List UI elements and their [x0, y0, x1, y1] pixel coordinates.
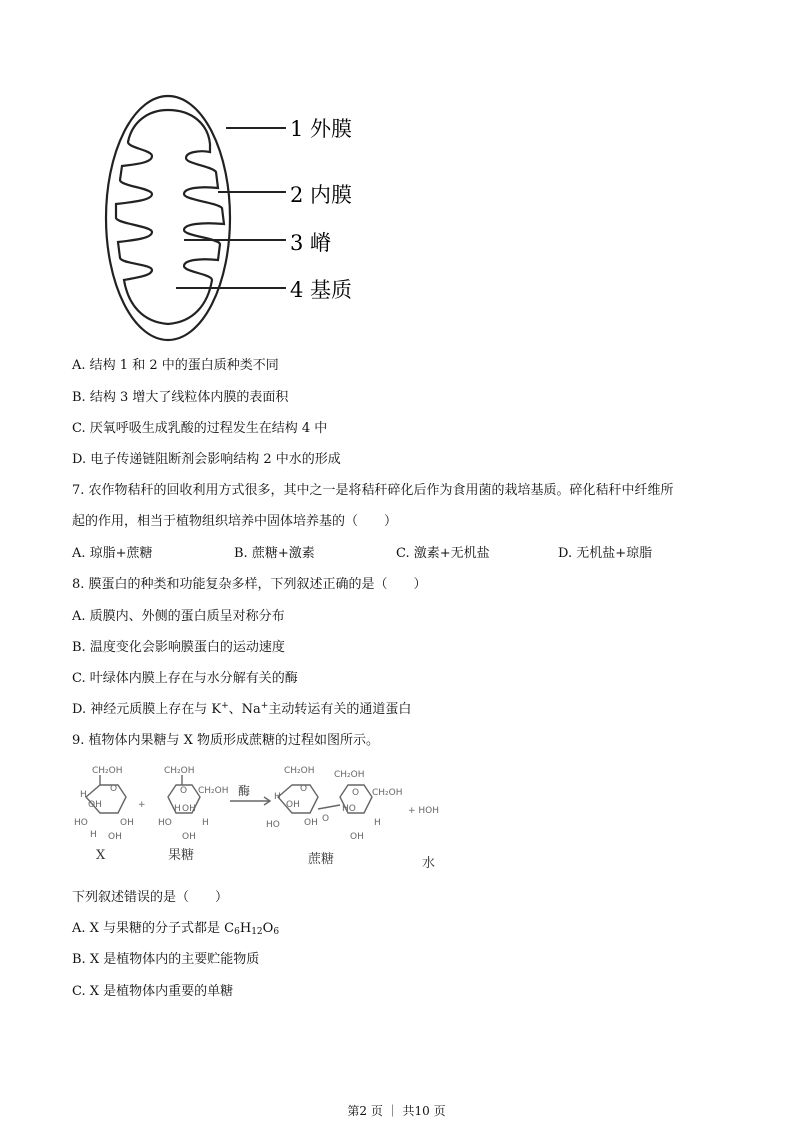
formula-o: O: [262, 921, 274, 936]
fructose-h-1: H: [174, 804, 181, 814]
sucrose-o-1: O: [300, 784, 308, 794]
fructose-ch2oh-2: CH₂OH: [198, 786, 229, 796]
q8-option-d: [72, 701, 411, 719]
q9-stem: 9. 植物体内果糖与 X 物质形成蔗糖的过程如图所示。: [72, 733, 380, 748]
formula-h-count: 12: [251, 927, 263, 937]
sucrose-h-1: H: [274, 792, 281, 802]
x-h: H: [80, 790, 87, 800]
q7-option-d: D. 无机盐+琼脂: [558, 546, 653, 561]
q8-option-a: A. 质膜内、外侧的蛋白质呈对称分布: [72, 609, 285, 624]
label-sucrose: 蔗糖: [308, 852, 335, 867]
q9-question: 下列叙述错误的是（ ）: [72, 890, 229, 905]
q9-option-c: C. X 是植物体内重要的单糖: [72, 984, 234, 999]
sucrose-h-2: H: [374, 818, 381, 828]
q7-option-c: C. 激素+无机盐: [396, 546, 490, 561]
sucrose-oh-2: OH: [304, 818, 318, 828]
x-o: O: [110, 784, 118, 794]
q8-option-d-part1: D. 神经元质膜上存在与 K: [72, 702, 222, 717]
x-oh-2: OH: [120, 818, 134, 828]
x-ch2oh: CH₂OH: [92, 766, 123, 776]
inner-membrane-shape: [116, 110, 224, 324]
page-footer: 第2 页 ｜ 共10 页: [347, 1104, 446, 1118]
q8-option-d-part2: 、Na: [228, 702, 261, 717]
fructose-ho: HO: [158, 818, 172, 828]
q8-stem: 8. 膜蛋白的种类和功能复杂多样，下列叙述正确的是（ ）: [72, 577, 427, 592]
sucrose-ch2oh-2: CH₂OH: [334, 770, 365, 780]
x-oh-1: OH: [88, 800, 102, 810]
q7-stem-line1: 7. 农作物秸秆的回收利用方式很多，其中之一是将秸秆碎化后作为食用菌的栽培基质。碎化秸秆中纤维所: [72, 483, 674, 498]
q8-option-c: C. 叶绿体内膜上存在与水分解有关的酶: [72, 671, 298, 686]
fructose-h-2: H: [202, 818, 209, 828]
k-charge: +: [221, 701, 229, 711]
label-matrix: 4 基质: [290, 278, 353, 302]
mitochondrion-figure: [100, 92, 400, 347]
fructose-o: O: [180, 786, 188, 796]
sucrose-ch2oh-1: CH₂OH: [284, 766, 315, 776]
sucrose-ch2oh-3: CH₂OH: [372, 788, 403, 798]
sucrose-hoh: + HOH: [408, 806, 440, 816]
label-water: 水: [422, 856, 436, 871]
sucrose-o-3: O: [352, 788, 360, 798]
sucrose-ho: HO: [266, 820, 280, 830]
na-charge: +: [260, 701, 269, 711]
formula-o-count: 6: [273, 927, 280, 937]
x-oh-3: OH: [108, 832, 122, 842]
q7-stem-line2: 起的作用，相当于植物组织培养中固体培养基的（ ）: [72, 514, 398, 529]
fructose-ch2oh-1: CH₂OH: [164, 766, 195, 776]
label-outer-membrane: 1 外膜: [290, 117, 353, 141]
label-inner-membrane: 2 内膜: [290, 183, 353, 207]
q9-option-a: [72, 920, 279, 938]
label-x: X: [96, 848, 106, 863]
x-h-2: H: [90, 830, 97, 840]
x-ho: HO: [74, 818, 88, 828]
fructose-oh: OH: [182, 804, 196, 814]
enzyme-label: 酶: [238, 784, 251, 798]
outer-membrane-shape: [106, 96, 230, 340]
formula-h: H: [239, 921, 252, 936]
formula-c-count: 6: [234, 927, 240, 937]
q7-option-a: A. 琼脂+蔗糖: [72, 546, 153, 561]
sucrose-reaction-figure: [72, 763, 452, 873]
sucrose-oh-1: OH: [286, 800, 300, 810]
q7-option-b: B. 蔗糖+激素: [234, 546, 315, 561]
q6-option-b: B. 结构 3 增大了线粒体内膜的表面积: [72, 390, 289, 405]
q6-option-a: A. 结构 1 和 2 中的蛋白质种类不同: [72, 358, 279, 373]
sucrose-oh-3: OH: [350, 832, 364, 842]
q9-option-b: B. X 是植物体内的主要贮能物质: [72, 952, 260, 967]
plus-1: +: [138, 800, 146, 810]
q9-option-a-text: A. X 与果糖的分子式都是 C: [72, 921, 235, 936]
q6-option-c: C. 厌氧呼吸生成乳酸的过程发生在结构 4 中: [72, 421, 328, 436]
label-cristae: 3 嵴: [290, 231, 332, 255]
q6-option-d: D. 电子传递链阻断剂会影响结构 2 中水的形成: [72, 452, 341, 467]
fructose-oh-2: OH: [182, 832, 196, 842]
q8-option-d-part3: 主动转运有关的通道蛋白: [268, 702, 412, 717]
q8-option-b: B. 温度变化会影响膜蛋白的运动速度: [72, 640, 285, 655]
label-fructose: 果糖: [168, 848, 195, 863]
sucrose-ho-2: HO: [342, 804, 356, 814]
sucrose-o-2: O: [322, 814, 330, 824]
